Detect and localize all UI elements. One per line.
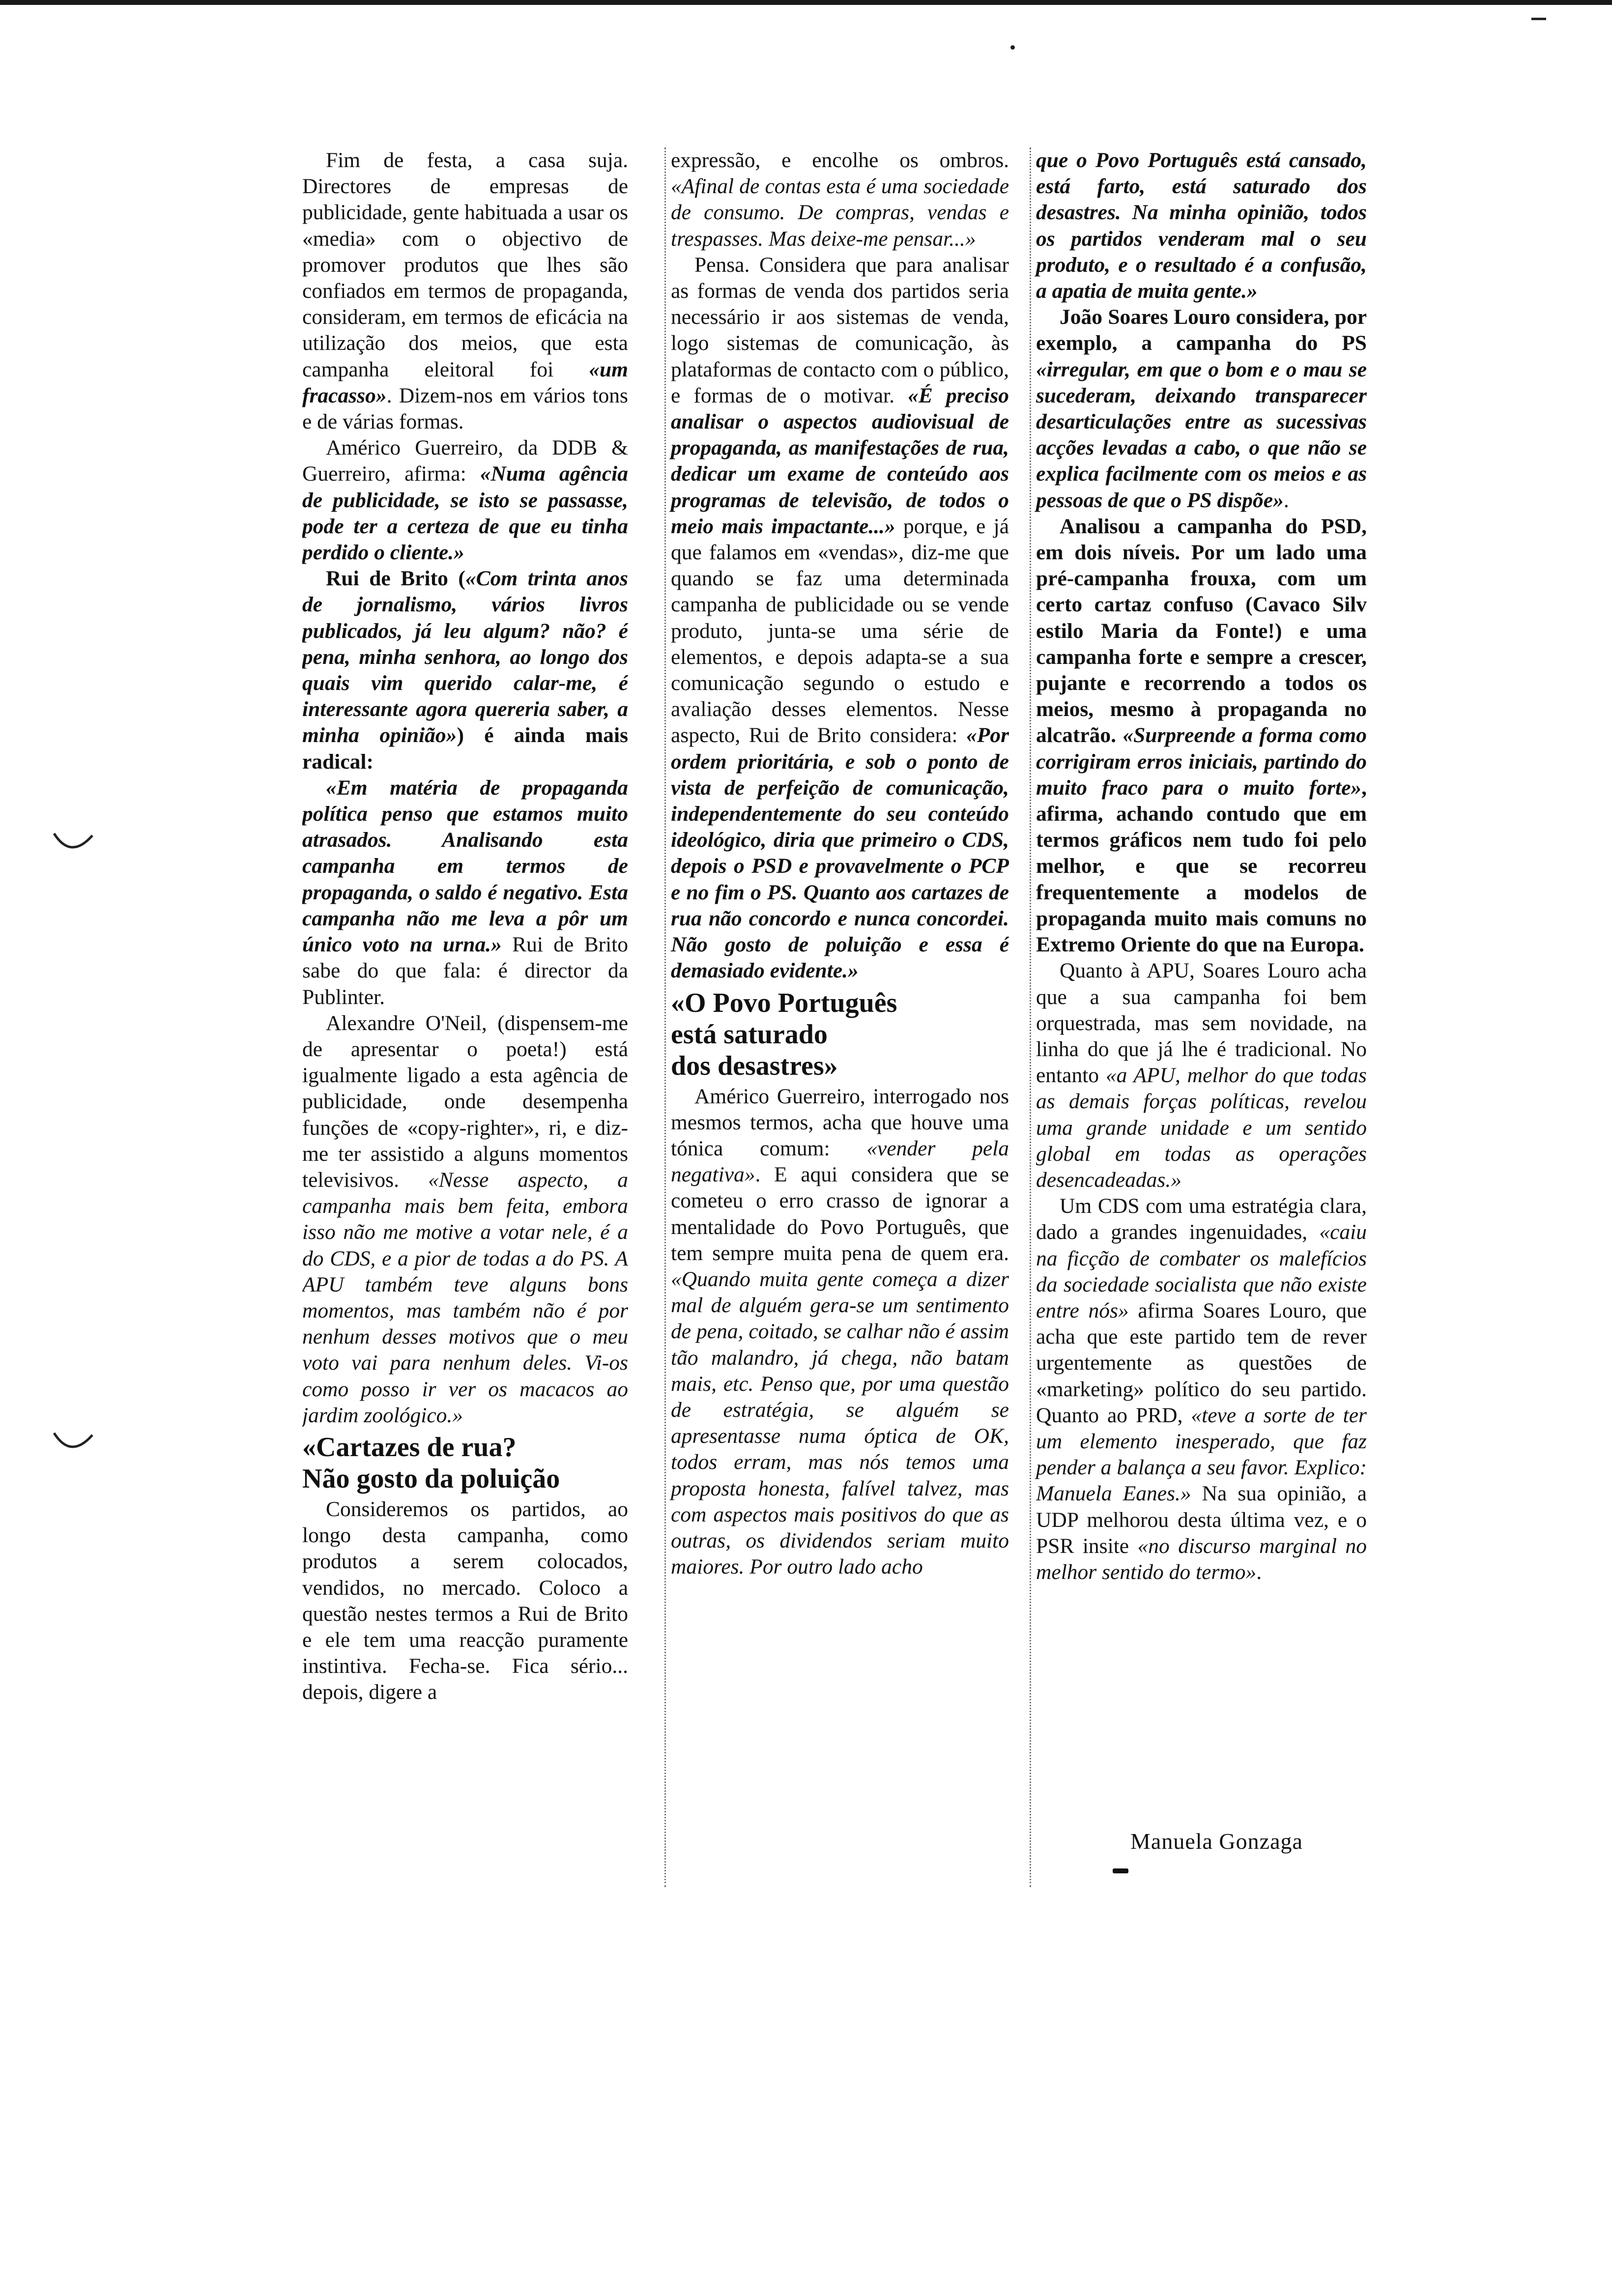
paragraph [1036, 304, 1367, 514]
article-column-1 [302, 147, 628, 1887]
text: Fim de festa, a casa suja. Directores de empresas de publicidade, gente habituada a usar os «media» com o objectivo de promover produtos que lhes são confiados em termos de propaganda, consideram, em termos de eficácia na utilização dos meios, que esta campanha eleitoral foi [302, 148, 628, 381]
text: , afirma, achando contudo que em termos gráficos nem tudo foi pelo melhor, e que se recorreu frequentemente a modelos de propaganda muito mais comuns no Extremo Oriente do que na Europa. [1036, 775, 1367, 957]
quote: «Afinal de contas esta é uma sociedade de consumo. De compras, vendas e trespasses. Mas deixe-me pensar...» [671, 174, 1009, 251]
paragraph [1036, 958, 1367, 1193]
text: Américo Guerreiro, da DDB & Guerreiro, afirma: [302, 436, 628, 486]
text: João Soares Louro considera, por exemplo, a campanha do PS [1036, 305, 1367, 355]
quote: «irregular, em que o bom e o mau se sucederam, deixando transparecer desarticulações entre as sucessivas acções levadas a cabo, o que não se explica facilmente com os meios e as pessoas de que o PS dispõe» [1036, 357, 1367, 512]
text: Quanto à APU, Soares Louro acha que a sua campanha foi bem orquestrada, mas sem novidade, na linha do que já lhe é tradicional. No entanto [1036, 959, 1367, 1088]
punch-hole-mark-top [51, 831, 95, 860]
punch-hole-mark-bottom [51, 1430, 95, 1460]
quote: «É preciso analisar o aspectos audiovisual de propaganda, as manifestações de rua, dedicar um exame de conteúdo aos programas de televisão, de todos o meio mais impactante...» [671, 383, 1009, 538]
quote: «Em matéria de propaganda política penso que estamos muito atrasados. Analisando esta campanha em termos de propaganda, o saldo é negativo. Esta campanha não me leva a pôr um único voto na urna.» [302, 775, 628, 957]
text: Rui de Brito sabe do que fala: é director da Publinter. [302, 933, 628, 1009]
paragraph [671, 147, 1009, 252]
paragraph [302, 566, 628, 775]
quote: «caiu na ficção de combater os malefícios da sociedade socialista que não existe entre nós» [1036, 1220, 1367, 1322]
text: ) é ainda mais radical: [302, 723, 628, 774]
paragraph [1036, 147, 1367, 304]
quote: «Com trinta anos de jornalismo, vários livros publicados, já leu algum? não? é pena, minha senhora, ao longo dos quais vim querido calar-me, é interessante agora quereria saber, a minha opinião» [302, 567, 628, 747]
paragraph [1036, 514, 1367, 958]
section-heading [302, 1432, 628, 1494]
quote: «Numa agência de publicidade, se isto se passasse, pode ter a certeza de que eu tinha perdido o cliente.» [302, 462, 628, 565]
quote: «Por ordem prioritária, e sob o ponto de vista de perfeição de comunicação, independentemente do seu conteúdo ideológico, diria que primeiro o CDS, depois o PSD e provavelmente o PCP e no fim o PS. Quanto aos cartazes de rua não concordo e nunca concordei. Não gosto de poluição e essa é demasiado evidente.» [671, 723, 1009, 983]
text: Rui de Brito ( [326, 567, 465, 591]
heading-line: «Cartazes de rua? [302, 1432, 517, 1463]
heading-line: Não gosto da poluição [302, 1463, 560, 1494]
text: Um CDS com uma estratégia clara, dado a grandes ingenuidades, [1036, 1194, 1367, 1244]
print-speck [1010, 45, 1015, 50]
end-mark [1113, 1868, 1128, 1873]
text: Consideremos os partidos, ao longo desta campanha, como produtos a serem colocados, vendidos, no mercado. Coloco a questão nestes termos a Rui de Brito e ele tem uma reacção puramente instintiva. Fecha-se. Fica sério... depois, digere a [302, 1497, 628, 1704]
text: . [1256, 1560, 1262, 1584]
author-signature: Manuela Gonzaga [1130, 1829, 1303, 1854]
text: Pensa. Considera que para analisar as formas de venda dos partidos seria necessário ir aos sistemas de venda, logo sistemas de comunicação, às plataformas de contacto com o público, e formas de o motivar. [671, 253, 1009, 407]
paragraph [302, 1496, 628, 1706]
quote: «vender pela negativa» [671, 1136, 1009, 1187]
text: Alexandre O'Neil, (dispensem-me de apresentar o poeta!) está igualmente ligado a esta agência de publicidade, onde desempenha funções de «copy-righter», ri, e diz-me ter assistido a alguns momentos televisivos. [302, 1011, 628, 1192]
article-column-2 [664, 147, 1009, 1887]
text: . Dizem-nos em vários tons e de várias formas. [302, 383, 628, 434]
text: afirma Soares Louro, que acha que este partido tem de rever urgentemente as questões de «marketing» político do seu partido. Quanto ao PRD, [1036, 1298, 1367, 1427]
quote: «Quando muita gente começa a dizer mal de alguém gera-se um sentimento de pena, coitado, se calhar não é assim tão malandro, já chega, não batam mais, etc. Penso que, por uma questão de estratégia, se alguém se apresentasse numa óptica de OK, todos erram, mas nós temos uma proposta honesta, falível talvez, mas com aspectos mais positivos do que as outras, os dividendos seriam muito maiores. Por outro lado acho [671, 1267, 1009, 1579]
paragraph [1036, 1193, 1367, 1585]
paragraph [302, 775, 628, 1010]
quote: «a APU, melhor do que todas as demais forças políticas, revelou uma grande unidade e um sentido global em todas as operações desencadeadas.» [1036, 1063, 1367, 1192]
heading-line: está saturado [671, 1019, 828, 1050]
quote: «Nesse aspecto, a campanha mais bem feita, embora isso não me motive a votar nele, é a do CDS, e a pior de todas a do PS. A APU também teve alguns bons momentos, mas também não é por nenhum desses motivos que o meu voto vai para nenhum deles. Vi-os como posso ir ver os macacos ao jardim zoológico.» [302, 1168, 628, 1427]
text: Américo Guerreiro, interrogado nos mesmos termos, acha que houve uma tónica comum: [671, 1084, 1009, 1160]
corner-mark [1531, 18, 1546, 20]
quote: «no discurso marginal no melhor sentido do termo» [1036, 1534, 1367, 1584]
heading-line: dos desastres» [671, 1050, 838, 1081]
quote: que o Povo Português está cansado, está farto, está saturado dos desastres. Na minha opinião, todos os partidos venderam mal o seu produto, e o resultado é a confusão, a apatia de muita gente.» [1036, 148, 1367, 303]
heading-line: «O Povo Português [671, 987, 897, 1018]
paragraph [671, 252, 1009, 984]
text: porque, e já que falamos em «vendas», diz-me que quando se faz uma determinada campanha de publicidade ou se vende produto, junta-se uma série de elementos, e depois adapta-se a sua comunicação segundo o estudo e avaliação desses elementos. Nesse aspecto, Rui de Brito considera: [671, 514, 1009, 747]
section-heading [671, 987, 1009, 1082]
paragraph [671, 1084, 1009, 1580]
article-column-3 [1030, 147, 1367, 1887]
paragraph [302, 147, 628, 435]
text: . E aqui considera que se cometeu o erro crasso de ignorar a mentalidade do Povo Português, que tem sempre muita pena de quem era. [671, 1163, 1009, 1265]
quote: «um fracasso» [302, 357, 628, 407]
text: Analisou a campanha do PSD, em dois níveis. Por um lado uma pré-campanha frouxa, com um certo cartaz confuso (Cavaco Silv estilo Maria da Fonte!) e uma campanha forte e sempre a crescer, pujante e recorrendo a todos os meios, mesmo à propaganda no alcatrão. [1036, 514, 1367, 747]
text: expressão, e encolhe os ombros. [671, 148, 1009, 172]
page-top-rule [0, 0, 1612, 5]
text: Na sua opinião, a UDP melhorou desta última vez, e o PSR insite [1036, 1482, 1367, 1558]
paragraph [302, 1010, 628, 1429]
paragraph [302, 435, 628, 566]
quote: «teve a sorte de ter um elemento inesperado, que faz pender a balança a seu favor. Explico: Manuela Eanes.» [1036, 1403, 1367, 1506]
quote: «Surpreende a forma como corrigiram erros iniciais, partindo do muito fraco para o muito forte» [1036, 723, 1367, 800]
text: . [1283, 488, 1289, 512]
